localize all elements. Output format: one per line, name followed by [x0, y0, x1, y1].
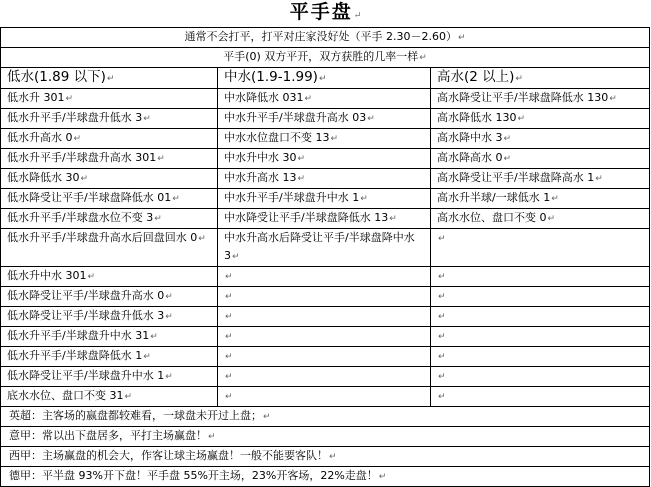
league-note — [1, 427, 650, 447]
cell-high — [431, 347, 650, 367]
column-header-mid-text: 中水(1.9-1.99) — [224, 69, 318, 85]
cell-mid — [218, 307, 431, 327]
paragraph-mark-icon: ↵ — [172, 194, 180, 204]
cell-text: 低水降受让平手/半球盘升中水 1 — [7, 369, 165, 382]
cell-text: 高水降受让平手/半球盘降低水 130 — [437, 91, 609, 104]
paragraph-mark-icon: ↵ — [198, 234, 206, 244]
league-note — [1, 467, 650, 487]
paragraph-mark-icon: ↵ — [609, 94, 617, 104]
cell-low — [1, 169, 218, 189]
table-row — [1, 109, 650, 129]
cell-high — [431, 327, 650, 347]
paragraph-mark-icon: ↵ — [225, 332, 233, 342]
cell-text: 低水升平手/半球盘降低水 1 — [7, 349, 143, 362]
paragraph-mark-icon: ↵ — [360, 194, 368, 204]
league-note — [1, 407, 650, 427]
cell-mid — [218, 387, 431, 407]
paragraph-mark-icon: ↵ — [515, 74, 523, 84]
cell-text: 低水降受让平手/半球盘降低水 01 — [7, 191, 172, 204]
table-row — [1, 149, 650, 169]
cell-mid — [218, 109, 431, 129]
cell-low — [1, 209, 218, 229]
paragraph-mark-icon: ↵ — [165, 372, 173, 382]
cell-mid — [218, 267, 431, 287]
cell-text: 低水升 301 — [7, 91, 65, 104]
paragraph-mark-icon: ↵ — [438, 234, 446, 244]
cell-high — [431, 149, 650, 169]
paragraph-mark-icon: ↵ — [378, 472, 387, 482]
paragraph-mark-icon: ↵ — [225, 352, 233, 362]
cell-text: 中水升平手/半球盘升高水 03 — [224, 111, 367, 124]
table-row — [1, 367, 650, 387]
data-rows — [1, 89, 650, 407]
paragraph-mark-icon: ↵ — [318, 74, 327, 84]
cell-text: 中水升高水后降受让平手/半球盘降中水 3 — [224, 231, 415, 262]
cell-text: 低水降受让平手/半球盘升低水 3 — [7, 309, 165, 322]
cell-low — [1, 129, 218, 149]
paragraph-mark-icon: ↵ — [438, 292, 446, 302]
cell-low — [1, 229, 218, 267]
paragraph-mark-icon: ↵ — [438, 332, 446, 342]
paragraph-mark-icon: ↵ — [503, 134, 512, 144]
cell-low — [1, 327, 218, 347]
cell-high — [431, 229, 650, 267]
cell-mid — [218, 209, 431, 229]
cell-mid — [218, 129, 431, 149]
cell-text: 高水升半球/一球低水 1 — [437, 191, 551, 204]
cell-high — [431, 367, 650, 387]
cell-text: 中水升高水 13 — [224, 171, 297, 184]
table-row — [1, 387, 650, 407]
league-note-text: 西甲：主场赢盘的机会大，作客让球主场赢盘！一般不能要客队！ — [9, 449, 328, 462]
cell-text: 高水降高水 0 — [437, 151, 503, 164]
cell-high — [431, 129, 650, 149]
paragraph-mark-icon: ↵ — [419, 53, 427, 63]
cell-text: 低水升平手/半球盘升高水 301 — [7, 151, 157, 164]
cell-text: 中水降受让平手/半球盘降低水 13 — [224, 211, 389, 224]
table-row — [1, 347, 650, 367]
cell-mid — [218, 327, 431, 347]
league-note-text: 英超：主客场的嬴盘都较难看，一球盘未开过上盘； — [9, 409, 262, 422]
cell-text: 高水降受让平手/半球盘降高水 1 — [437, 171, 595, 184]
cell-text: 中水水位盘口不变 13 — [224, 131, 330, 144]
paragraph-mark-icon: ↵ — [143, 352, 151, 362]
title-text: 平手盘 — [289, 1, 353, 23]
paragraph-mark-icon: ↵ — [73, 134, 82, 144]
paragraph-mark-icon: ↵ — [65, 94, 74, 104]
cell-text: 低水降受让平手/半球盘升高水 0 — [7, 289, 165, 302]
table-row — [1, 327, 650, 347]
cell-low — [1, 89, 218, 109]
table-row — [1, 209, 650, 229]
cell-mid — [218, 367, 431, 387]
paragraph-mark-icon: ↵ — [329, 452, 337, 462]
cell-low — [1, 109, 218, 129]
paragraph-mark-icon: ↵ — [595, 174, 603, 184]
cell-text: 低水升平手/半球盘水位不变 3 — [7, 211, 154, 224]
cell-mid — [218, 89, 431, 109]
cell-text: 低水升平手/半球盘升中水 31 — [7, 329, 150, 342]
cell-low — [1, 347, 218, 367]
intro-row-2 — [1, 48, 650, 68]
note-row — [1, 447, 650, 467]
cell-text: 高水降低水 130 — [437, 111, 517, 124]
handicap-table — [0, 27, 650, 487]
cell-low — [1, 307, 218, 327]
column-header-high — [431, 68, 650, 89]
cell-mid — [218, 229, 431, 267]
cell-text: 低水升中水 301 — [7, 269, 87, 282]
table-row — [1, 307, 650, 327]
intro-line-1-text: 通常不会打平，打平对庄家没好处（平手 2.30－2.60） — [184, 30, 457, 43]
paragraph-mark-icon: ↵ — [165, 312, 173, 322]
paragraph-mark-icon: ↵ — [106, 74, 115, 84]
cell-low — [1, 149, 218, 169]
table-row — [1, 189, 650, 209]
paragraph-mark-icon: ↵ — [330, 134, 339, 144]
cell-text: 低水降低水 30 — [7, 171, 80, 184]
table-row — [1, 287, 650, 307]
cell-low — [1, 189, 218, 209]
paragraph-mark-icon: ↵ — [438, 312, 446, 322]
cell-low — [1, 367, 218, 387]
intro-line-1 — [1, 28, 650, 48]
cell-low — [1, 387, 218, 407]
paragraph-mark-icon: ↵ — [143, 114, 151, 124]
intro-row-1 — [1, 28, 650, 48]
league-note-text: 意甲：常以出下盘居多，平打主场赢盘！ — [9, 429, 207, 442]
cell-high — [431, 189, 650, 209]
paragraph-mark-icon: ↵ — [225, 392, 233, 402]
note-row — [1, 427, 650, 447]
cell-high — [431, 387, 650, 407]
paragraph-mark-icon: ↵ — [438, 392, 446, 402]
cell-high — [431, 287, 650, 307]
cell-high — [431, 109, 650, 129]
paragraph-mark-icon: ↵ — [208, 432, 216, 442]
intro-line-2-text: 平手(0) 双方平开，双方获胜的几率一样 — [223, 50, 419, 63]
paragraph-mark-icon: ↵ — [389, 214, 397, 224]
paragraph-mark-icon: ↵ — [304, 94, 313, 104]
paragraph-mark-icon: ↵ — [225, 372, 233, 382]
paragraph-mark-icon: ↵ — [225, 312, 233, 322]
table-row — [1, 229, 650, 267]
cell-high — [431, 209, 650, 229]
paragraph-mark-icon: ↵ — [150, 332, 158, 342]
intro-line-2 — [1, 48, 650, 68]
column-header-low — [1, 68, 218, 89]
cell-low — [1, 267, 218, 287]
paragraph-mark-icon: ↵ — [353, 11, 362, 21]
table-row — [1, 89, 650, 109]
page-title — [0, 0, 651, 27]
cell-high — [431, 89, 650, 109]
column-header-low-text: 低水(1.89 以下) — [7, 69, 106, 85]
paragraph-mark-icon: ↵ — [438, 372, 446, 382]
paragraph-mark-icon: ↵ — [157, 154, 165, 164]
paragraph-mark-icon: ↵ — [438, 352, 446, 362]
table-row — [1, 129, 650, 149]
cell-text: 高水降中水 3 — [437, 131, 503, 144]
cell-mid — [218, 149, 431, 169]
paragraph-mark-icon: ↵ — [154, 214, 162, 224]
cell-mid — [218, 347, 431, 367]
cell-high — [431, 169, 650, 189]
cell-text: 中水降低水 031 — [224, 91, 304, 104]
cell-text: 高水水位、盘口不变 0 — [437, 211, 547, 224]
paragraph-mark-icon: ↵ — [438, 272, 446, 282]
league-note-text: 德甲：平半盘 93%开下盘！平手盘 55%开主场，23%开客场，22%走盘！ — [9, 469, 378, 482]
paragraph-mark-icon: ↵ — [547, 214, 556, 224]
note-row — [1, 407, 650, 427]
paragraph-mark-icon: ↵ — [87, 272, 96, 282]
cell-text: 底水水位、盘口不变 31 — [7, 389, 124, 402]
column-header-mid — [218, 68, 431, 89]
paragraph-mark-icon: ↵ — [297, 174, 306, 184]
paragraph-mark-icon: ↵ — [517, 114, 526, 124]
paragraph-mark-icon: ↵ — [457, 33, 466, 43]
cell-text: 中水升中水 30 — [224, 151, 297, 164]
cell-text: 中水升平手/半球盘升中水 1 — [224, 191, 360, 204]
paragraph-mark-icon: ↵ — [367, 114, 375, 124]
paragraph-mark-icon: ↵ — [124, 392, 133, 402]
table-row — [1, 267, 650, 287]
paragraph-mark-icon: ↵ — [503, 154, 512, 164]
cell-text: 低水升平手/半球盘升低水 3 — [7, 111, 143, 124]
cell-mid — [218, 169, 431, 189]
cell-mid — [218, 189, 431, 209]
league-note — [1, 447, 650, 467]
paragraph-mark-icon: ↵ — [263, 412, 271, 422]
note-rows — [1, 407, 650, 487]
note-row — [1, 467, 650, 487]
paragraph-mark-icon: ↵ — [297, 154, 306, 164]
paragraph-mark-icon: ↵ — [225, 292, 233, 302]
cell-low — [1, 287, 218, 307]
paragraph-mark-icon: ↵ — [80, 174, 89, 184]
cell-mid — [218, 287, 431, 307]
paragraph-mark-icon: ↵ — [225, 272, 233, 282]
header-row — [1, 68, 650, 89]
cell-high — [431, 267, 650, 287]
paragraph-mark-icon: ↵ — [232, 252, 240, 262]
paragraph-mark-icon: ↵ — [165, 292, 173, 302]
paragraph-mark-icon: ↵ — [551, 194, 559, 204]
cell-text: 低水升高水 0 — [7, 131, 73, 144]
cell-text: 低水升平手/半球盘升高水后回盘回水 0 — [7, 231, 198, 244]
cell-high — [431, 307, 650, 327]
column-header-high-text: 高水(2 以上) — [437, 69, 515, 85]
table-row — [1, 169, 650, 189]
